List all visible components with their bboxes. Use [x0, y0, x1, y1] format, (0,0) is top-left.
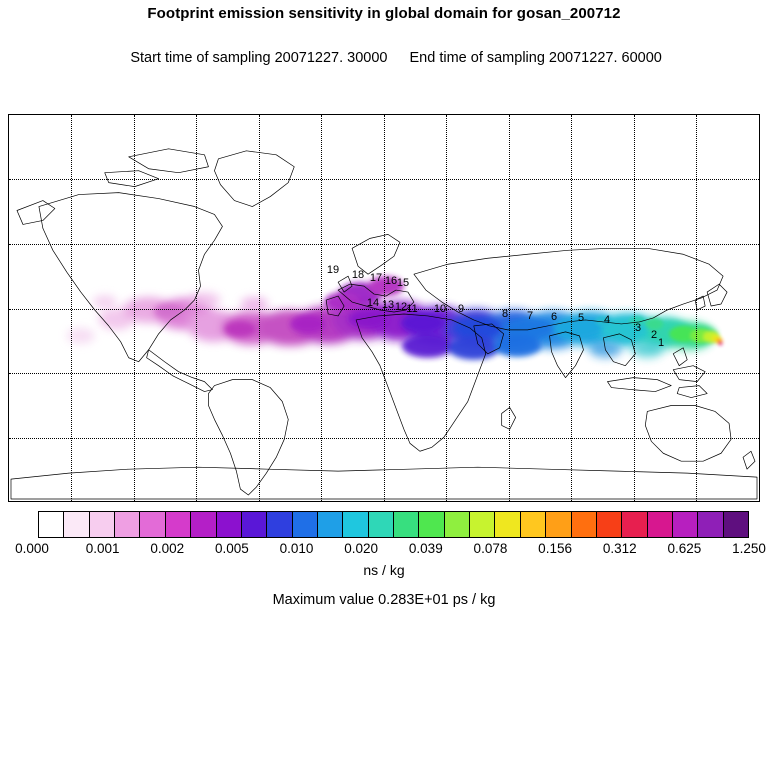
colorbar-tick-label: 0.001 [85, 541, 120, 556]
colorbar-tick-label: 0.039 [408, 541, 443, 556]
colorbar-tick-label: 0.020 [344, 541, 379, 556]
colorbar-tick-label: 0.078 [473, 541, 508, 556]
max-value-label: Maximum value 0.283E+01 ps / kg [272, 592, 496, 608]
colorbar-tick-labels [8, 541, 766, 557]
colorbar [8, 511, 766, 556]
colorbar-cell [166, 512, 191, 537]
colorbar-cell [39, 512, 64, 537]
colorbar-tick-label: 0.010 [279, 541, 314, 556]
map-panel [8, 114, 760, 502]
colorbar-tick-label: 1.250 [732, 541, 766, 556]
trajectory-marker: 15 [396, 277, 410, 289]
colorbar-cell [140, 512, 165, 537]
sampling-time-row [0, 24, 768, 93]
colorbar-cell [724, 512, 748, 537]
colorbar-units-label: ns / kg [363, 562, 405, 578]
trajectory-marker: 6 [550, 311, 558, 323]
colorbar-tick-label: 0.625 [667, 541, 702, 556]
colorbar-cell [217, 512, 242, 537]
trajectory-marker: 3 [634, 322, 642, 334]
end-time-label: End time of sampling 20071227. 60000 [409, 50, 662, 66]
colorbar-cell [115, 512, 140, 537]
colorbar-cell [343, 512, 368, 537]
colorbar-cell [546, 512, 571, 537]
map-inner [9, 115, 759, 501]
colorbar-tick-label: 0.312 [602, 541, 637, 556]
colorbar-cell [394, 512, 419, 537]
trajectory-marker: 18 [351, 269, 365, 281]
colorbar-cell [318, 512, 343, 537]
colorbar-cell [470, 512, 495, 537]
colorbar-cell [293, 512, 318, 537]
colorbar-cell [191, 512, 216, 537]
colorbar-cell [419, 512, 444, 537]
colorbar-cell [267, 512, 292, 537]
colorbar-cell [445, 512, 470, 537]
trajectory-marker: 4 [603, 314, 611, 326]
colorbar-cell [673, 512, 698, 537]
trajectory-marker: 9 [457, 303, 465, 315]
trajectory-marker: 5 [577, 312, 585, 324]
colorbar-cell [495, 512, 520, 537]
trajectory-marker: 17 [369, 272, 383, 284]
trajectory-marker: 7 [526, 310, 534, 322]
colorbar-cell [90, 512, 115, 537]
colorbar-cell [698, 512, 723, 537]
trajectory-marker-layer [9, 115, 759, 501]
start-time-label: Start time of sampling 20071227. 30000 [130, 50, 388, 66]
colorbar-cell [369, 512, 394, 537]
trajectory-marker: 12 [394, 301, 408, 313]
colorbar-strip [38, 511, 749, 538]
colorbar-cell [648, 512, 673, 537]
trajectory-marker: 16 [384, 275, 398, 287]
colorbar-tick-label: 0.000 [15, 541, 49, 556]
trajectory-marker: 1 [657, 337, 665, 349]
trajectory-marker: 13 [381, 299, 395, 311]
colorbar-cell [64, 512, 89, 537]
colorbar-tick-label: 0.005 [215, 541, 249, 556]
trajectory-marker: 8 [501, 308, 509, 320]
trajectory-marker: 14 [366, 297, 380, 309]
trajectory-marker: 11 [406, 303, 418, 315]
trajectory-marker: 2 [650, 329, 658, 341]
colorbar-cell [622, 512, 647, 537]
trajectory-marker: 19 [326, 264, 340, 276]
page-title: Footprint emission sensitivity in global domain for gosan_200712 [147, 5, 621, 22]
colorbar-cell [572, 512, 597, 537]
colorbar-tick-label: 0.156 [538, 541, 572, 556]
colorbar-tick-label: 0.002 [150, 541, 185, 556]
colorbar-cell [521, 512, 546, 537]
trajectory-marker: 10 [433, 303, 447, 315]
colorbar-cell [597, 512, 622, 537]
colorbar-cell [242, 512, 267, 537]
